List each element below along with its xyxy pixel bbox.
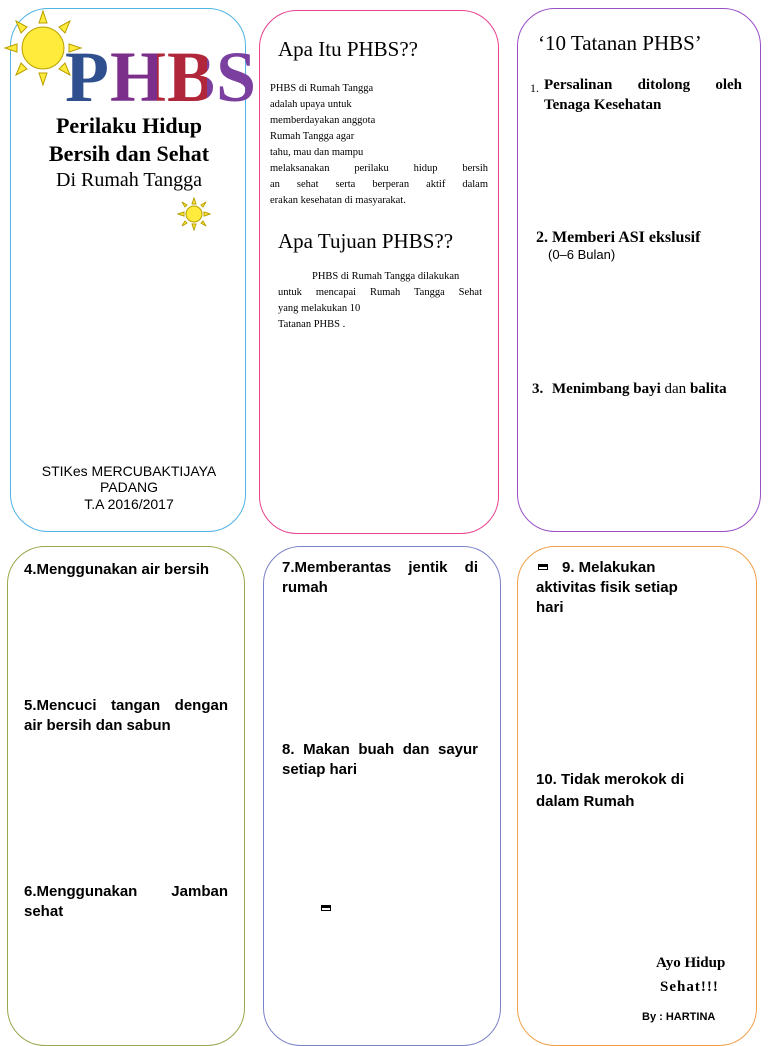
cover-title-line1: Perilaku Hidup [55, 113, 203, 138]
item7-line1: 7.Memberantas jentik di [282, 559, 478, 576]
institution-city: PADANG [99, 479, 159, 495]
item3-text [552, 381, 727, 398]
item5-line1: 5.Mencuci tangan dengan [24, 697, 228, 714]
goal-line: untuk mencapai Rumah Tangga Sehat [278, 287, 482, 298]
item2-note: (0–6 Bulan) [548, 247, 616, 262]
item1-line1: Persalinan ditolong oleh [544, 77, 742, 93]
logo-text: PHBS [65, 37, 258, 117]
item3-part-c: balita [689, 381, 727, 397]
image-placeholder-icon [538, 564, 548, 570]
heading-goal: Apa Tujuan PHBS?? [278, 229, 454, 253]
item4-text: 4.Menggunakan air bersih [24, 561, 210, 578]
what-line: Rumah Tangga agar [270, 131, 355, 142]
list-panel-3 [263, 546, 501, 1046]
item6-line1: 6.Menggunakan Jamban [24, 883, 228, 900]
item10-line2: dalam Rumah [536, 793, 635, 810]
list-panel-2 [7, 546, 245, 1046]
item9-line2: aktivitas fisik setiap [536, 579, 678, 596]
what-is-text [270, 81, 488, 209]
item5-line2: air bersih dan sabun [24, 717, 171, 734]
what-line: an sehat serta berperan aktif dalam [270, 179, 488, 190]
author-credit: By : HARTINA [642, 1011, 716, 1023]
cover-title-line2: Bersih dan Sehat [48, 141, 210, 166]
list-panel-1 [517, 8, 761, 532]
item9-line3: hari [536, 599, 564, 616]
goal-line: yang melakukan 10 [278, 303, 361, 314]
what-line: melaksanakan perilaku hidup bersih [270, 163, 488, 174]
item8-line1: 8. Makan buah dan sayur [282, 741, 478, 758]
item3-number: 3. [532, 381, 544, 397]
item1-line2: Tenaga Kesehatan [544, 97, 662, 113]
item9-line1: 9. Melakukan [562, 559, 656, 576]
about-panel [259, 10, 499, 534]
list-heading: ‘10 Tatanan PHBS’ [538, 31, 702, 55]
item6-line2: sehat [24, 903, 64, 920]
what-line: PHBS di Rumah Tangga [270, 83, 374, 94]
item10-line1: 10. Tidak merokok di [536, 771, 685, 788]
item2-title: 2. Memberi ASI ekslusif [536, 229, 701, 246]
heading-what-is: Apa Itu PHBS?? [278, 37, 418, 61]
cover-subtitle: Di Rumah Tangga [56, 169, 202, 191]
item3-part-b: dan [664, 381, 687, 397]
what-line: adalah upaya untuk [270, 99, 352, 110]
cover-panel [10, 8, 258, 532]
list-panel-4 [517, 546, 757, 1046]
item8-line2: setiap hari [282, 761, 358, 778]
item1-number: 1. [530, 81, 539, 95]
image-placeholder-icon [321, 905, 331, 911]
what-line: memberdayakan anggota [270, 115, 376, 126]
item3-part-a: Menimbang bayi [552, 381, 661, 397]
closing-line2: Sehat!!! [660, 979, 719, 995]
small-sun-icon [177, 197, 211, 231]
item7-line2: rumah [282, 579, 328, 596]
academic-year: T.A 2016/2017 [84, 496, 174, 512]
closing-line1: Ayo Hidup [656, 955, 726, 971]
goal-line: Tatanan PHBS . [278, 319, 346, 330]
goal-line: PHBS di Rumah Tangga dilakukan [312, 271, 460, 282]
goal-text [278, 269, 482, 333]
institution-name: STIKes MERCUBAKTIJAYA [41, 463, 217, 479]
what-line: erakan kesehatan di masyarakat. [270, 195, 406, 206]
what-line: tahu, mau dan mampu [270, 147, 364, 158]
phbs-logo [65, 37, 257, 117]
